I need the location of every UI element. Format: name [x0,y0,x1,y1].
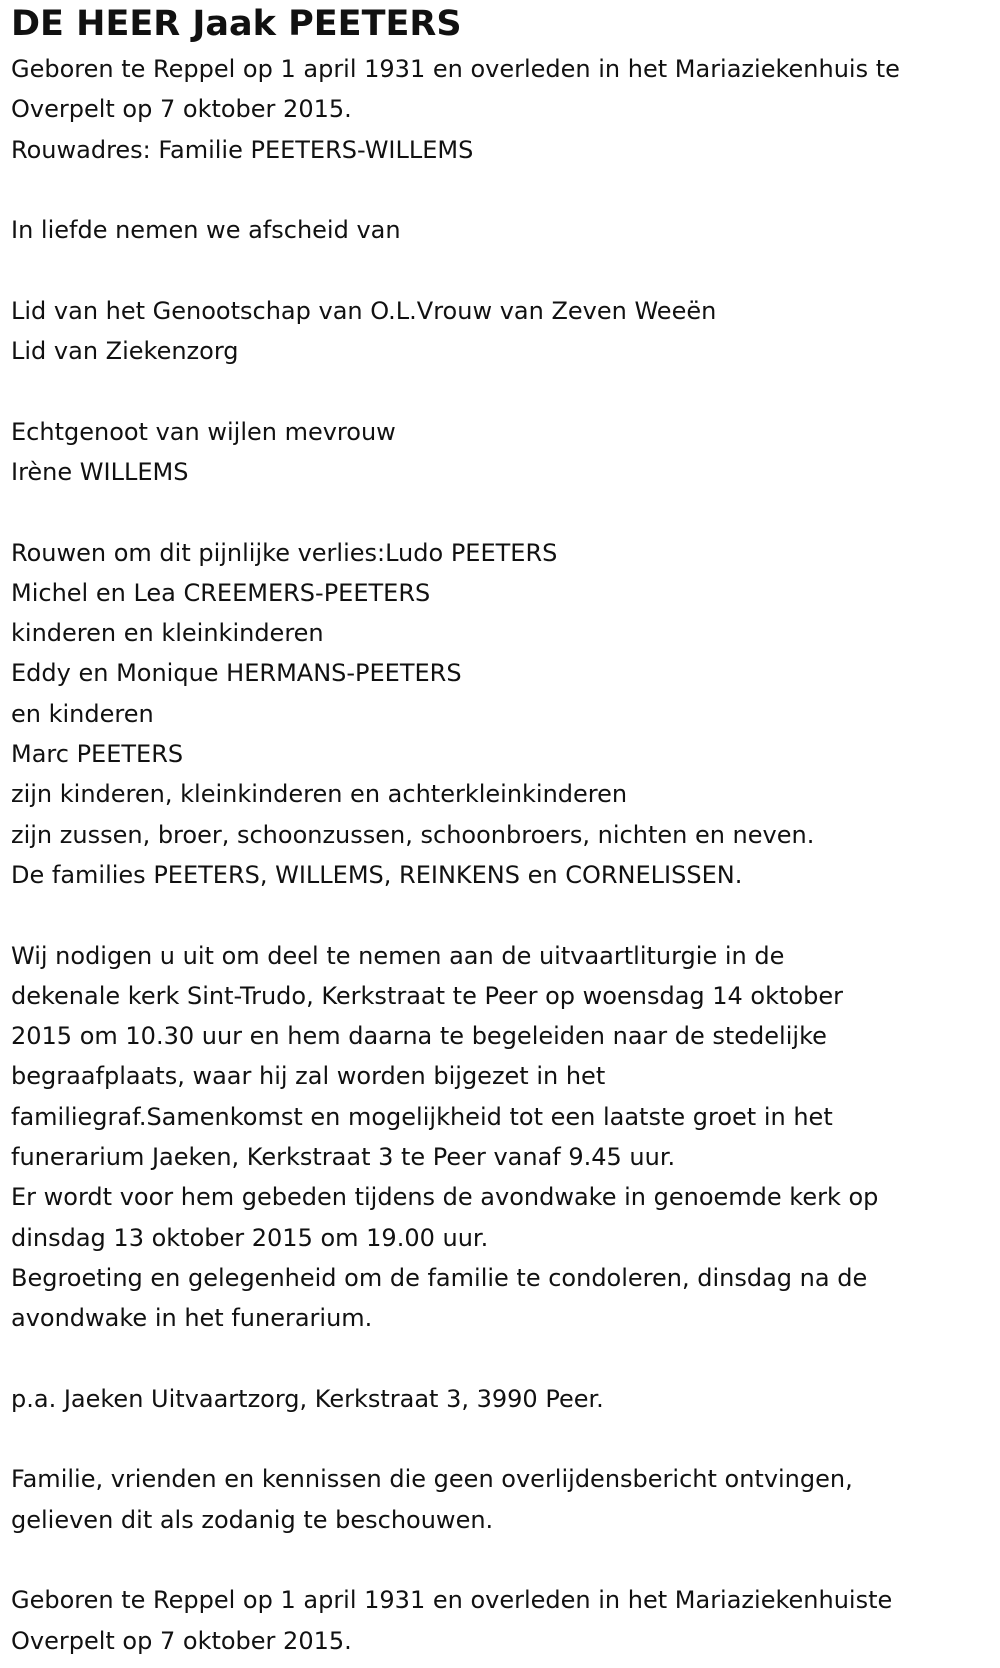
ceremony-line: familiegraf.Samenkomst en mogelijkheid tot een laatste groet in het [11,1102,833,1131]
spouse-line: Echtgenoot van wijlen mevrouw [11,417,396,446]
mourner-line: zijn kinderen, kleinkinderen en achterkleinkinderen [11,780,628,809]
obituary-document [11,0,991,1661]
spacer [11,895,991,935]
ceremony-line: dekenale kerk Sint-Trudo, Kerkstraat te Peer op woensdag 14 oktober [11,981,843,1010]
notice-note-line: Familie, vrienden en kennissen die geen overlijdensbericht ontvingen, [11,1465,853,1494]
spacer [11,1540,991,1580]
ceremony-section [11,936,991,1339]
spouse-line: Irène WILLEMS [11,457,189,486]
mourner-line: zijn zussen, broer, schoonzussen, schoonbroers, nichten en neven. [11,820,815,849]
mourner-line: Marc PEETERS [11,740,184,769]
mourner-line: Michel en Lea CREEMERS-PEETERS [11,578,431,607]
spacer [11,371,991,411]
mourner-line: Eddy en Monique HERMANS-PEETERS [11,659,462,688]
memberships-section [11,291,991,372]
spacer [11,170,991,210]
mourner-line: en kinderen [11,699,154,728]
mourner-line: De families PEETERS, WILLEMS, REINKENS en CORNELISSEN. [11,860,743,889]
membership-line: Lid van het Genootschap van O.L.Vrouw van Zeven Weeën [11,296,717,325]
mourner-line: Rouwen om dit pijnlijke verlies:Ludo PEETERS [11,538,558,567]
obituary-title: DE HEER Jaak PEETERS [11,4,462,44]
closing-line: Overpelt op 7 oktober 2015. [11,1626,352,1655]
ceremony-line: begraafplaats, waar hij zal worden bijgezet in het [11,1062,606,1091]
closing-section [11,1580,991,1661]
membership-line: Lid van Ziekenzorg [11,337,239,366]
spacer [11,1339,991,1379]
spacer [11,1419,991,1459]
intro-section [11,49,991,170]
spacer [11,250,991,290]
ceremony-line: Er wordt voor hem gebeden tijdens de avondwake in genoemde kerk op [11,1183,879,1212]
farewell-line: In liefde nemen we afscheid van [11,216,401,245]
ceremony-line: 2015 om 10.30 uur en hem daarna te begeleiden naar de stedelijke [11,1022,827,1051]
intro-line: Geboren te Reppel op 1 april 1931 en overleden in het Mariaziekenhuis te [11,55,900,83]
spouse-section [11,412,991,493]
notice-note-line: gelieven dit als zodanig te beschouwen. [11,1505,494,1534]
closing-line: Geboren te Reppel op 1 april 1931 en overleden in het Mariaziekenhuiste [11,1586,893,1615]
spacer [11,492,991,532]
ceremony-line: funerarium Jaeken, Kerkstraat 3 te Peer vanaf 9.45 uur. [11,1143,676,1172]
ceremony-line: avondwake in het funerarium. [11,1304,373,1333]
correspondence-address: p.a. Jaeken Uitvaartzorg, Kerkstraat 3, 3990 Peer. [11,1384,604,1413]
notice-note-section [11,1459,991,1540]
intro-line: Overpelt op 7 oktober 2015. [11,95,352,124]
ceremony-line: Begroeting en gelegenheid om de familie te condoleren, dinsdag na de [11,1263,868,1292]
ceremony-line: Wij nodigen u uit om deel te nemen aan de uitvaartliturgie in de [11,941,785,970]
mourner-line: kinderen en kleinkinderen [11,619,324,648]
mourners-section [11,533,991,896]
intro-line: Rouwadres: Familie PEETERS-WILLEMS [11,135,474,164]
ceremony-line: dinsdag 13 oktober 2015 om 19.00 uur. [11,1223,489,1252]
